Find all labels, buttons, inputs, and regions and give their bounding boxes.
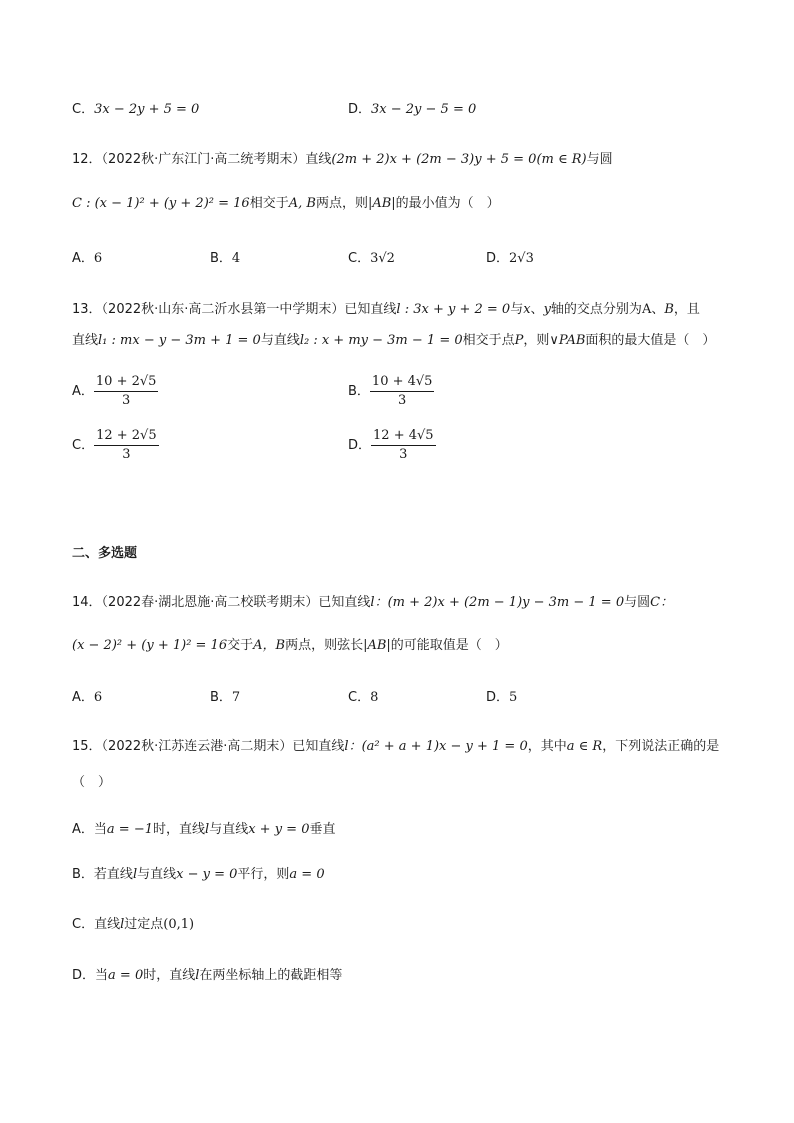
question-number: 13． [72,302,102,317]
q11-option-c: C．3x − 2y + 5 = 0 [72,102,200,117]
question-source: （2022春·湖北恩施·高二校联考期末） [101,595,319,610]
question-number: 14． [72,595,102,610]
fraction: $\frac{12 + 4√5}{3}$ [373,428,434,462]
q15-option-b: B．若直线l与直线x − y = 0平行，则a = 0 [72,867,325,882]
section-heading: 二、多选题 [72,546,138,561]
q15-stem-line1: 15．（2022秋·江苏连云港·高二期末）已知直线l：(a² + a + 1)x − y + 1 = 0，其中a ∈ R，下列说法正确的是 [72,739,720,754]
q15-paren: （ ） [72,775,112,790]
q13-option-c: C． $\frac{12 + 2√5}{3}$ [72,428,157,462]
question-source: （2022秋·山东·高二沂水县第一中学期末） [101,302,345,317]
q11-option-d: D．3x − 2y − 5 = 0 [348,102,477,117]
q12-stem-line1: 12．（2022秋·广东江门·高二统考期末）直线(2m + 2)x + (2m − 3)y + 5 = 0(m ∈ R)与圆 [72,152,613,167]
q13-option-a: A． $\frac{10 + 2√5}{3}$ [72,374,157,408]
question-number: 15． [72,739,102,754]
q12-option-c: C．3√2 [348,251,395,266]
q15-option-c: C．直线l过定点(0,1) [72,917,195,932]
q14-option-b: B．7 [210,690,241,705]
q12-option-b: B．4 [210,251,241,266]
q14-option-c: C．8 [348,690,379,705]
q13-stem-line1: 13．（2022秋·山东·高二沂水县第一中学期末）已知直线l : 3x + y + 2 = 0与x、y轴的交点分别为A、B，且 [72,302,700,317]
q13-option-d: D． $\frac{12 + 4√5}{3}$ [348,428,434,462]
q13-option-b: B． $\frac{10 + 4√5}{3}$ [348,374,433,408]
q14-option-d: D．5 [486,690,518,705]
question-number: 12． [72,152,102,167]
q12-option-a: A．6 [72,251,103,266]
q12-option-d: D．2√3 [486,251,534,266]
question-source: （2022秋·广东江门·高二统考期末） [101,152,306,167]
q14-stem-line1: 14．（2022春·湖北恩施·高二校联考期末）已知直线l：(m + 2)x + (2m − 1)y − 3m − 1 = 0与圆C： [72,595,674,610]
line-equation: (2m + 2)x + (2m − 3)y + 5 = 0 [331,152,537,167]
q14-option-a: A．6 [72,690,103,705]
fraction: $\frac{10 + 4√5}{3}$ [371,374,433,408]
fraction: $\frac{12 + 2√5}{3}$ [96,428,157,462]
q14-stem-line2: (x − 2)² + (y + 1)² = 16交于A，B两点，则弦长|AB|的可能取值是（ ） [72,638,508,653]
q13-stem-line2: 直线l₁ : mx − y − 3m + 1 = 0与直线l₂ : x + my − 3m − 1 = 0相交于点P，则∨PAB面积的最大值是（ ） [72,333,716,348]
q12-stem-line2: C : (x − 1)² + (y + 2)² = 16相交于A, B两点，则|AB|的最小值为（ ） [72,196,500,211]
q15-option-a: A．当a = −1时，直线l与直线x + y = 0垂直 [72,822,336,837]
q15-option-d: D．当a = 0时，直线l在两坐标轴上的截距相等 [72,968,343,983]
fraction: $\frac{10 + 2√5}{3}$ [95,374,157,408]
circle-equation: C : (x − 1)² + (y + 2)² = 16 [72,196,250,211]
question-source: （2022秋·江苏连云港·高二期末） [101,739,293,754]
